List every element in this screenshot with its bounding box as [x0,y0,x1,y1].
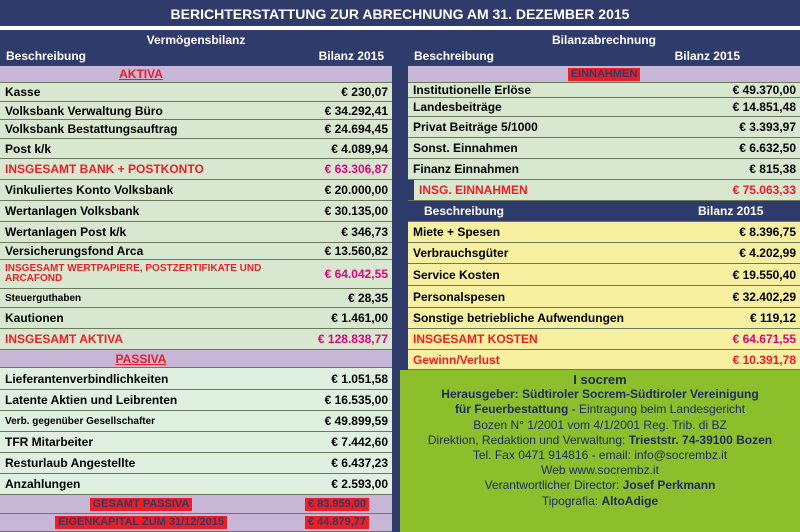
left-desc: Vinkuliertes Konto Volksbank [0,180,282,200]
einnahmen-band-text: EINNAHMEN [568,68,641,81]
left-header-title: Vermögensbilanz [146,33,246,47]
einnahmen-val: € 3.393,97 [642,117,800,137]
aktiva-band [0,66,392,83]
left-row [0,432,392,453]
kosten-desc: Personalspesen [408,286,642,307]
gesamt-passiva-value-text: € 83.959,00 [305,498,369,511]
kosten-desc: Verbrauchsgüter [408,243,642,263]
publisher-line-2: für Feuerbestattung - Eintragung beim Landesgericht [454,402,746,417]
publisher-line-8: Tipografia: AltoAdige [541,493,659,508]
left-val: € 16.535,00 [282,390,392,410]
einnahmen-band [408,66,800,83]
kosten-row [408,308,800,329]
einnahmen-desc: Institutionelle Erlöse [408,83,642,97]
left-row [0,474,392,495]
passiva-band-text: PASSIVA [115,351,167,366]
right-header-title: Bilanzabrechnung [551,33,656,47]
left-row [0,83,392,102]
insg-einnahmen-row [408,180,800,201]
einnahmen-band-label [408,66,800,82]
einnahmen-val: € 815,38 [642,159,800,179]
left-desc: Resturlaub Angestellte [0,453,282,473]
left-desc: Verb. gegenüber Gesellschafter [0,411,282,431]
left-desc: Volksbank Verwaltung Büro [0,102,282,119]
left-desc: Post k/k [0,139,282,158]
left-val: € 1.051,58 [282,368,392,389]
einnahmen-val: € 6.632,50 [642,138,800,158]
eigenkapital-label [0,514,282,531]
kosten-desc: Sonstige betriebliche Aufwendungen [408,308,642,328]
publisher-line-7: Verantwortlicher Director: Josef Perkmann [484,478,716,493]
einnahmen-row [408,159,800,180]
insg-kosten-desc: INSGESAMT KOSTEN [408,329,642,349]
left-desc: Anzahlungen [0,474,282,494]
gesamt-passiva-label [0,495,282,513]
einnahmen-row [408,83,800,98]
kosten-val: € 4.202,99 [642,243,800,263]
einnahmen-val: € 49.370,00 [642,83,800,97]
kosten-row [408,222,800,243]
publisher-name: I socrem [573,372,627,387]
kosten-header [408,201,800,222]
aktiva-band-text: AKTIVA [119,67,163,81]
eigenkapital-value-text: € 44.879,77 [305,516,369,529]
kosten-row [408,264,800,286]
left-desc: Kasse [0,83,282,101]
left-row [0,411,392,432]
left-row [0,308,392,329]
left-desc: Versicherungsfond Arca [0,243,282,259]
left-desc: Volksbank Bestattungsauftrag [0,120,282,138]
left-val: € 128.838,77 [282,329,392,349]
left-val: € 346,73 [282,222,392,242]
left-val: € 49.899,59 [282,411,392,431]
insg-kosten-val: € 64.671,55 [642,329,800,349]
insg-einnahmen-desc: INSG. EINNAHMEN [414,180,642,200]
left-row [0,289,392,308]
gewinn-row [408,350,800,370]
kosten-desc: Miete + Spesen [408,222,642,242]
right-header [408,30,800,66]
kosten-col-val: Bilanz 2015 [642,201,800,221]
kosten-col-desc: Beschreibung [408,201,642,221]
left-val: € 1.461,00 [282,308,392,328]
left-val: € 28,35 [282,289,392,307]
gesamt-passiva-label-text: GESAMT PASSIVA [90,498,193,511]
left-row [0,243,392,260]
eigenkapital-label-text: EIGENKAPITAL ZUM 31/12/2015 [55,516,227,529]
left-row [0,390,392,411]
kosten-val: € 119,12 [642,308,800,328]
insg-einnahmen-val: € 75.063,33 [642,180,800,200]
left-val: € 34.292,41 [282,102,392,119]
insg-kosten-row [408,329,800,350]
passiva-band-label [0,350,282,367]
left-row [0,139,392,159]
einnahmen-desc: Landesbeiträge [408,98,642,116]
left-row [0,180,392,201]
left-row [0,120,392,139]
einnahmen-desc: Finanz Einnahmen [408,159,642,179]
left-col-desc: Beschreibung [6,49,87,63]
left-desc: Wertanlagen Volksbank [0,201,282,221]
left-val: € 13.560,82 [282,243,392,259]
kosten-row [408,243,800,264]
left-val: € 20.000,00 [282,180,392,200]
left-desc: TFR Mitarbeiter [0,432,282,452]
publisher-line-4: Direktion, Redaktion und Verwaltung: Trieststr. 74-39100 Bozen [427,432,773,447]
kosten-desc: Service Kosten [408,264,642,285]
left-desc: Kautionen [0,308,282,328]
einnahmen-row [408,138,800,159]
left-row [0,368,392,390]
eigenkapital-value [282,514,392,531]
aktiva-band-label [0,66,282,82]
kosten-val: € 32.402,29 [642,286,800,307]
left-desc: Latente Aktien und Leibrenten [0,390,282,410]
left-desc: Wertanlagen Post k/k [0,222,282,242]
publisher-line-3: Bozen N° 1/2001 vom 4/1/2001 Reg. Trib. di BZ [473,417,727,432]
publisher-line-1: Herausgeber: Südtiroler Socrem-Südtiroler Vereinigung [441,387,759,402]
kosten-val: € 19.550,40 [642,264,800,285]
center-separator-header [392,30,408,66]
left-row [0,329,392,350]
gewinn-val: € 10.391,78 [642,350,800,369]
left-desc: INSGESAMT BANK + POSTKONTO [0,159,282,179]
left-desc: Steuerguthaben [0,289,282,307]
publisher-info-box [400,370,800,532]
left-row [0,260,392,289]
passiva-band-val [282,350,392,367]
left-desc: INSGESAMT WERTPAPIERE, POSTZERTIFIKATE UND ARCAFOND [0,260,282,288]
left-val: € 4.089,94 [282,139,392,158]
einnahmen-row [408,98,800,117]
right-col-desc: Beschreibung [414,49,495,63]
report-title: BERICHTERSTATTUNG ZUR ABRECHNUNG AM 31. DEZEMBER 2015 [0,0,800,28]
left-val: € 230,07 [282,83,392,101]
left-header [0,30,392,66]
left-row [0,102,392,120]
publisher-line-5: Tel. Fax 0471 914816 - email: info@socrembz.it [472,448,728,463]
left-row [0,201,392,222]
kosten-val: € 8.396,75 [642,222,800,242]
left-val: € 30.135,00 [282,201,392,221]
einnahmen-desc: Sonst. Einnahmen [408,138,642,158]
einnahmen-val: € 14.851,48 [642,98,800,116]
left-val: € 7.442,60 [282,432,392,452]
left-desc: INSGESAMT AKTIVA [0,329,282,349]
passiva-band [0,350,392,368]
gesamt-passiva-row [0,495,392,514]
left-desc: Lieferantenverbindlichkeiten [0,368,282,389]
left-row [0,159,392,180]
eigenkapital-row [0,514,392,532]
gewinn-desc: Gewinn/Verlust [408,350,642,369]
left-val: € 2.593,00 [282,474,392,494]
left-row [0,222,392,243]
left-val: € 64.042,55 [282,260,392,288]
left-val: € 24.694,45 [282,120,392,138]
left-row [0,453,392,474]
left-val: € 6.437,23 [282,453,392,473]
einnahmen-desc: Privat Beiträge 5/1000 [408,117,642,137]
right-col-val: Bilanz 2015 [674,49,740,63]
publisher-line-6: Web www.socrembz.it [541,463,659,478]
left-col-val: Bilanz 2015 [318,49,384,63]
gesamt-passiva-value [282,495,392,513]
einnahmen-row [408,117,800,138]
left-val: € 63.306,87 [282,159,392,179]
kosten-row [408,286,800,308]
aktiva-band-val [282,66,392,82]
